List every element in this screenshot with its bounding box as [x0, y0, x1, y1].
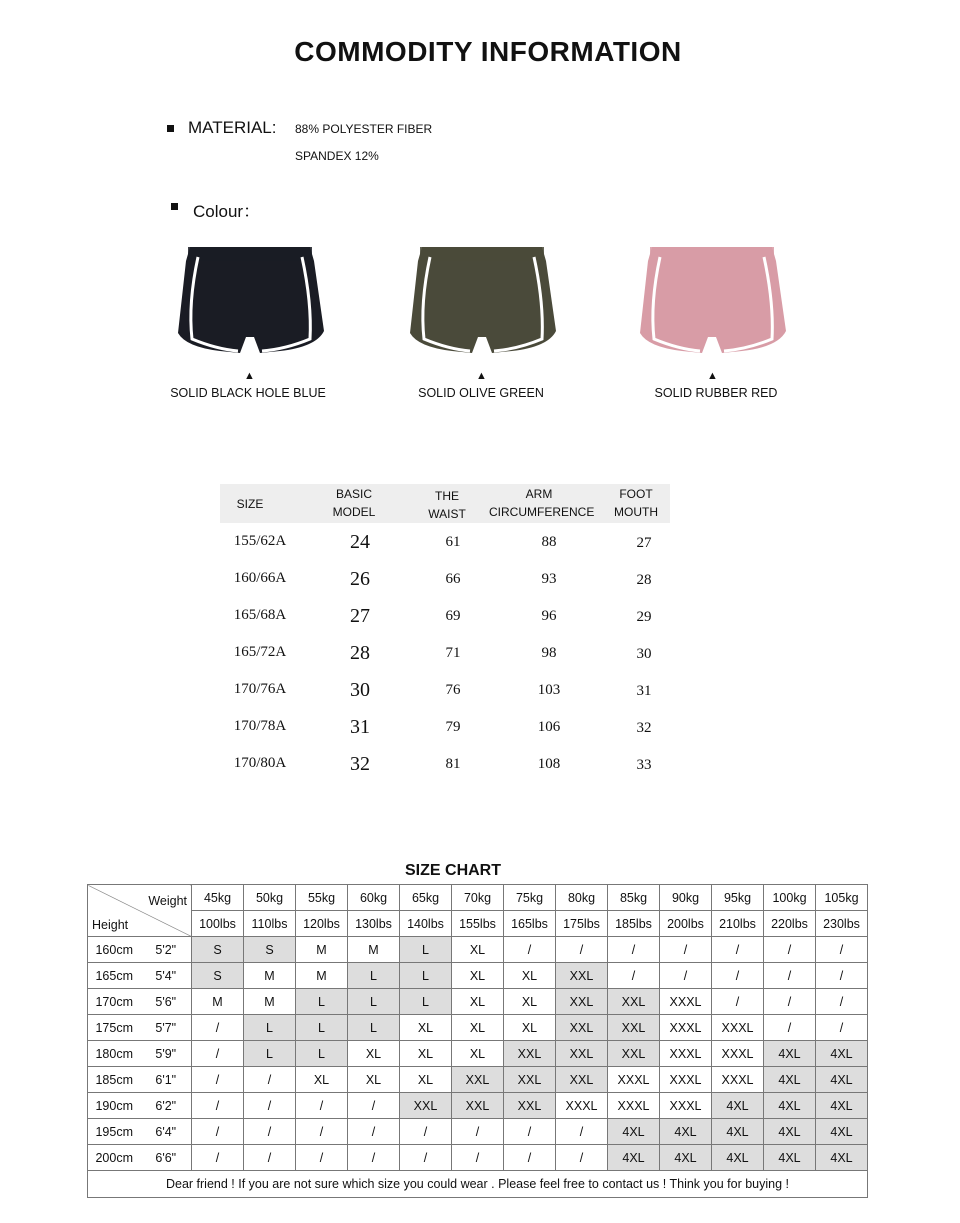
size-cell: XXXL: [608, 1093, 660, 1119]
material-line: SPANDEX 12%: [295, 149, 379, 163]
size-cell: /: [192, 1119, 244, 1145]
size-cell: /: [608, 963, 660, 989]
colour-name: SOLID BLACK HOLE BLUE: [170, 386, 326, 400]
weight-kg-header: 100kg: [764, 885, 816, 911]
size-cell: /: [816, 937, 868, 963]
size-cell: XXXL: [712, 1015, 764, 1041]
size-cell: 4XL: [816, 1067, 868, 1093]
size-cell: XXXL: [660, 1093, 712, 1119]
size-cell: 4XL: [712, 1119, 764, 1145]
size-cell: /: [712, 963, 764, 989]
weight-lbs-header: 110lbs: [244, 911, 296, 937]
size-cell: XL: [348, 1067, 400, 1093]
height-ft: 6'2": [141, 1093, 192, 1119]
size-cell: /: [296, 1119, 348, 1145]
size-cell: /: [244, 1119, 296, 1145]
cell-model: 28: [350, 642, 370, 664]
size-cell: 4XL: [608, 1145, 660, 1171]
height-ft: 5'6": [141, 989, 192, 1015]
size-cell: XXXL: [608, 1067, 660, 1093]
size-cell: /: [452, 1119, 504, 1145]
size-cell: 4XL: [660, 1145, 712, 1171]
header-foot-1: FOOT: [619, 487, 653, 501]
size-cell: XL: [400, 1041, 452, 1067]
size-cell: L: [296, 1015, 348, 1041]
size-cell: L: [400, 989, 452, 1015]
size-cell: M: [296, 937, 348, 963]
size-cell: XXL: [556, 1041, 608, 1067]
cell-model: 27: [350, 605, 370, 627]
header-waist-1: THE: [435, 489, 459, 503]
cell-size: 165/72A: [233, 644, 287, 660]
size-cell: M: [296, 963, 348, 989]
size-cell: /: [192, 1015, 244, 1041]
header-model-2: MODEL: [332, 505, 376, 519]
size-cell: /: [816, 989, 868, 1015]
size-cell: /: [244, 1145, 296, 1171]
cell-size: 160/66A: [233, 570, 287, 586]
weight-label: Weight: [148, 894, 187, 908]
cell-model: 32: [350, 753, 370, 775]
size-cell: L: [296, 1041, 348, 1067]
size-cell: /: [660, 937, 712, 963]
weight-kg-header: 60kg: [348, 885, 400, 911]
weight-lbs-header: 175lbs: [556, 911, 608, 937]
weight-lbs-header: 100lbs: [192, 911, 244, 937]
size-cell: 4XL: [712, 1093, 764, 1119]
header-waist-2: WAIST: [428, 507, 466, 521]
cell-waist: 81: [445, 756, 461, 772]
triangle-up-icon: ▲: [707, 370, 718, 382]
weight-lbs-header: 230lbs: [816, 911, 868, 937]
size-cell: XL: [400, 1015, 452, 1041]
cell-waist: 66: [445, 571, 461, 587]
size-cell: XL: [452, 989, 504, 1015]
cell-model: 31: [350, 716, 370, 738]
measurement-row: [220, 677, 670, 714]
weight-lbs-header: 220lbs: [764, 911, 816, 937]
size-cell: /: [400, 1119, 452, 1145]
size-chart-row: [88, 1041, 868, 1067]
cell-arm: 106: [537, 719, 561, 735]
height-cm: 190cm: [88, 1093, 141, 1119]
height-cm: 185cm: [88, 1067, 141, 1093]
triangle-up-icon: ▲: [244, 370, 255, 382]
material-bullet: [167, 125, 174, 132]
height-cm: 175cm: [88, 1015, 141, 1041]
size-cell: 4XL: [660, 1119, 712, 1145]
size-cell: /: [452, 1145, 504, 1171]
size-cell: 4XL: [816, 1119, 868, 1145]
size-cell: /: [192, 1145, 244, 1171]
cell-arm: 108: [537, 756, 561, 772]
size-cell: L: [400, 937, 452, 963]
height-cm: 195cm: [88, 1119, 141, 1145]
size-chart-row: [88, 1145, 868, 1171]
material-line: 88% POLYESTER FIBER: [295, 122, 433, 136]
shorts-image: [176, 243, 326, 363]
height-ft: 5'2": [141, 937, 192, 963]
size-cell: L: [348, 989, 400, 1015]
weight-lbs-header: 185lbs: [608, 911, 660, 937]
size-cell: XL: [504, 1015, 556, 1041]
cell-arm: 103: [537, 682, 561, 698]
size-cell: /: [192, 1093, 244, 1119]
size-cell: XXXL: [660, 1041, 712, 1067]
cell-waist: 79: [445, 719, 461, 735]
weight-kg-header: 65kg: [400, 885, 452, 911]
colour-name: SOLID OLIVE GREEN: [418, 386, 544, 400]
size-cell: XXXL: [660, 1067, 712, 1093]
size-cell: M: [244, 989, 296, 1015]
size-cell: XXXL: [660, 989, 712, 1015]
cell-model: 30: [350, 679, 370, 701]
weight-kg-header: 55kg: [296, 885, 348, 911]
size-cell: /: [660, 963, 712, 989]
size-cell: L: [296, 989, 348, 1015]
size-cell: S: [192, 963, 244, 989]
cell-size: 170/78A: [233, 718, 287, 734]
weight-kg-header: 105kg: [816, 885, 868, 911]
size-cell: 4XL: [816, 1041, 868, 1067]
size-cell: XL: [452, 1041, 504, 1067]
size-cell: /: [348, 1145, 400, 1171]
size-cell: /: [244, 1093, 296, 1119]
measurement-row: [220, 603, 670, 640]
size-cell: XXL: [504, 1041, 556, 1067]
page-title: COMMODITY INFORMATION: [294, 36, 682, 67]
size-cell: /: [296, 1093, 348, 1119]
colour-bullet: [171, 203, 178, 210]
size-cell: /: [764, 989, 816, 1015]
height-cm: 200cm: [88, 1145, 141, 1171]
cell-arm: 96: [541, 608, 557, 624]
height-ft: 6'6": [141, 1145, 192, 1171]
size-cell: M: [192, 989, 244, 1015]
size-cell: XL: [400, 1067, 452, 1093]
measurement-row: [220, 529, 670, 566]
size-chart-footer: Dear friend ! If you are not sure which size you could wear . Please feel free to contact us ! Think you for buying !: [88, 1171, 868, 1198]
measurement-table: [220, 484, 670, 788]
height-cm: 160cm: [88, 937, 141, 963]
height-ft: 5'7": [141, 1015, 192, 1041]
weight-kg-header: 50kg: [244, 885, 296, 911]
size-cell: XXL: [608, 1041, 660, 1067]
size-cell: /: [504, 1145, 556, 1171]
size-cell: 4XL: [608, 1119, 660, 1145]
height-ft: 6'1": [141, 1067, 192, 1093]
size-cell: /: [764, 1015, 816, 1041]
size-cell: XL: [452, 963, 504, 989]
size-cell: 4XL: [764, 1145, 816, 1171]
size-cell: 4XL: [764, 1119, 816, 1145]
size-cell: 4XL: [712, 1145, 764, 1171]
size-cell: /: [348, 1119, 400, 1145]
size-cell: /: [608, 937, 660, 963]
size-cell: /: [556, 1145, 608, 1171]
cell-foot: 29: [636, 609, 652, 625]
size-cell: /: [816, 963, 868, 989]
measurement-row: [220, 714, 670, 751]
height-ft: 5'4": [141, 963, 192, 989]
size-cell: /: [764, 963, 816, 989]
cell-waist: 61: [445, 534, 461, 550]
cell-foot: 32: [636, 720, 652, 736]
size-cell: /: [192, 1067, 244, 1093]
cell-size: 155/62A: [233, 533, 287, 549]
size-cell: /: [504, 937, 556, 963]
cell-waist: 69: [445, 608, 461, 624]
size-chart-row: [88, 1015, 868, 1041]
header-foot-2: MOUTH: [614, 505, 658, 519]
size-cell: L: [348, 1015, 400, 1041]
height-cm: 170cm: [88, 989, 141, 1015]
weight-lbs-header: 130lbs: [348, 911, 400, 937]
cell-arm: 88: [541, 534, 557, 550]
size-chart-table: [87, 884, 868, 1198]
size-cell: XXL: [556, 963, 608, 989]
size-cell: XXXL: [660, 1015, 712, 1041]
weight-lbs-header: 140lbs: [400, 911, 452, 937]
cell-model: 26: [350, 568, 370, 590]
cell-foot: 31: [636, 683, 652, 699]
weight-lbs-header: 155lbs: [452, 911, 504, 937]
size-cell: XXL: [556, 1015, 608, 1041]
height-cm: 165cm: [88, 963, 141, 989]
size-cell: XXL: [504, 1067, 556, 1093]
cell-foot: 28: [636, 572, 652, 588]
size-cell: /: [556, 937, 608, 963]
cell-waist: 76: [445, 682, 461, 698]
cell-model: 24: [350, 531, 370, 553]
measurement-header: [220, 484, 670, 523]
weight-lbs-header: 210lbs: [712, 911, 764, 937]
cell-foot: 33: [636, 757, 652, 773]
colour-label: Colour：: [193, 202, 261, 221]
shorts-image: [408, 243, 558, 363]
cell-size: 165/68A: [233, 607, 287, 623]
header-arm-1: ARM: [525, 487, 553, 501]
weight-lbs-header: 200lbs: [660, 911, 712, 937]
size-cell: /: [400, 1145, 452, 1171]
size-cell: M: [348, 937, 400, 963]
height-label: Height: [92, 918, 129, 932]
header-arm-2: CIRCUMFERENCE: [489, 505, 595, 519]
size-chart-title: SIZE CHART: [405, 862, 501, 879]
size-cell: XL: [504, 963, 556, 989]
size-cell: L: [244, 1015, 296, 1041]
weight-height-corner: [88, 885, 192, 937]
size-cell: XL: [504, 989, 556, 1015]
size-cell: /: [816, 1015, 868, 1041]
size-cell: L: [244, 1041, 296, 1067]
cell-waist: 71: [445, 645, 461, 661]
header-size: SIZE: [236, 497, 264, 511]
height-ft: 5'9": [141, 1041, 192, 1067]
cell-foot: 30: [636, 646, 652, 662]
size-cell: XXL: [608, 1015, 660, 1041]
size-chart-row: [88, 1093, 868, 1119]
size-cell: XXL: [556, 989, 608, 1015]
size-cell: M: [244, 963, 296, 989]
size-cell: XXXL: [556, 1093, 608, 1119]
size-cell: 4XL: [764, 1041, 816, 1067]
size-cell: L: [400, 963, 452, 989]
material-label: MATERIAL:: [188, 118, 277, 137]
size-chart-row: [88, 937, 868, 963]
cell-size: 170/76A: [233, 681, 287, 697]
size-cell: /: [712, 937, 764, 963]
measurement-row: [220, 566, 670, 603]
height-ft: 6'4": [141, 1119, 192, 1145]
size-cell: /: [192, 1041, 244, 1067]
weight-kg-header: 85kg: [608, 885, 660, 911]
cell-arm: 93: [541, 571, 557, 587]
cell-foot: 27: [636, 535, 652, 551]
triangle-up-icon: ▲: [476, 370, 487, 382]
size-cell: /: [764, 937, 816, 963]
height-cm: 180cm: [88, 1041, 141, 1067]
shorts-image: [638, 243, 788, 363]
size-cell: S: [244, 937, 296, 963]
size-chart-row: [88, 1119, 868, 1145]
weight-kg-header: 90kg: [660, 885, 712, 911]
weight-kg-header: 75kg: [504, 885, 556, 911]
size-cell: XXXL: [712, 1041, 764, 1067]
size-cell: XXL: [556, 1067, 608, 1093]
size-cell: XL: [348, 1041, 400, 1067]
header-model-1: BASIC: [335, 487, 372, 501]
size-cell: XL: [452, 1015, 504, 1041]
size-cell: XXXL: [712, 1067, 764, 1093]
size-cell: XXL: [608, 989, 660, 1015]
weight-kg-header: 80kg: [556, 885, 608, 911]
weight-lbs-header: 120lbs: [296, 911, 348, 937]
size-cell: XXL: [452, 1093, 504, 1119]
measurement-row: [220, 751, 670, 788]
cell-arm: 98: [541, 645, 557, 661]
size-cell: 4XL: [816, 1145, 868, 1171]
measurement-row: [220, 640, 670, 677]
size-chart-row: [88, 963, 868, 989]
weight-kg-header: 70kg: [452, 885, 504, 911]
cell-size: 170/80A: [233, 755, 287, 771]
size-cell: XXL: [400, 1093, 452, 1119]
size-cell: XXL: [504, 1093, 556, 1119]
colour-name: SOLID RUBBER RED: [654, 386, 778, 400]
size-cell: 4XL: [764, 1067, 816, 1093]
size-cell: 4XL: [764, 1093, 816, 1119]
size-cell: 4XL: [816, 1093, 868, 1119]
size-cell: /: [712, 989, 764, 1015]
size-cell: /: [296, 1145, 348, 1171]
weight-kg-header: 45kg: [192, 885, 244, 911]
size-cell: L: [348, 963, 400, 989]
size-cell: S: [192, 937, 244, 963]
size-cell: XXL: [452, 1067, 504, 1093]
size-chart-row: [88, 989, 868, 1015]
size-cell: /: [348, 1093, 400, 1119]
weight-kg-header: 95kg: [712, 885, 764, 911]
size-cell: XL: [452, 937, 504, 963]
weight-lbs-header: 165lbs: [504, 911, 556, 937]
size-cell: /: [556, 1119, 608, 1145]
size-cell: XL: [296, 1067, 348, 1093]
size-cell: /: [244, 1067, 296, 1093]
size-cell: /: [504, 1119, 556, 1145]
size-chart-row: [88, 1067, 868, 1093]
